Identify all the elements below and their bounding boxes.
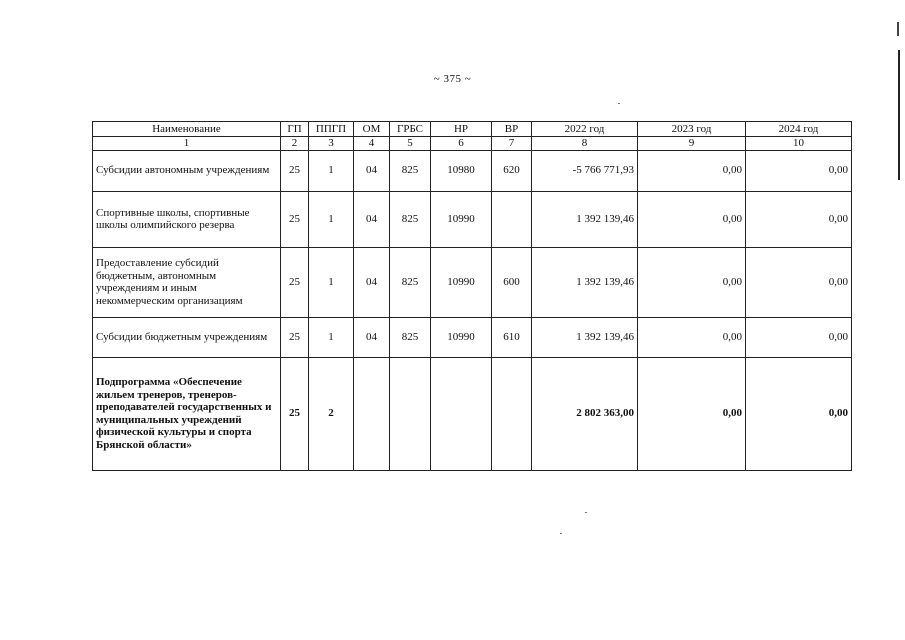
table-header-row <box>93 122 852 137</box>
column-number: 9 <box>638 137 746 151</box>
column-number: 4 <box>354 137 390 151</box>
cell-nr: 10990 <box>431 317 492 357</box>
header-gp: ГП <box>281 122 309 137</box>
scan-speck <box>618 103 620 104</box>
cell-ppgp: 1 <box>309 317 354 357</box>
cell-om: 04 <box>354 150 390 191</box>
cell-gp: 25 <box>281 191 309 247</box>
cell-nr: 10990 <box>431 191 492 247</box>
cell-vr <box>492 357 532 470</box>
table-row-subprogram <box>93 357 852 470</box>
scan-edge-mark <box>898 50 900 180</box>
header-vr: ВР <box>492 122 532 137</box>
table-row <box>93 191 852 247</box>
header-name: Наименование <box>93 122 281 137</box>
row-name: Предоставление субсидий бюджетным, автономным учреждениям и иным некоммерческим организациям <box>93 247 281 317</box>
column-number: 5 <box>390 137 431 151</box>
cell-grbs <box>390 357 431 470</box>
page-number: ~ 375 ~ <box>433 73 472 85</box>
header-2022: 2022 год <box>532 122 638 137</box>
cell-om: 04 <box>354 247 390 317</box>
cell-2024: 0,00 <box>746 357 852 470</box>
cell-nr <box>431 357 492 470</box>
cell-2022: 2 802 363,00 <box>532 357 638 470</box>
cell-om: 04 <box>354 191 390 247</box>
column-number: 2 <box>281 137 309 151</box>
cell-grbs: 825 <box>390 191 431 247</box>
table-row <box>93 317 852 357</box>
row-name: Спортивные школы, спортивные школы олимпийского резерва <box>93 191 281 247</box>
cell-grbs: 825 <box>390 247 431 317</box>
cell-2022: -5 766 771,93 <box>532 150 638 191</box>
cell-2024: 0,00 <box>746 317 852 357</box>
header-grbs: ГРБС <box>390 122 431 137</box>
cell-nr: 10990 <box>431 247 492 317</box>
cell-2023: 0,00 <box>638 357 746 470</box>
cell-2023: 0,00 <box>638 150 746 191</box>
cell-2024: 0,00 <box>746 150 852 191</box>
cell-grbs: 825 <box>390 150 431 191</box>
column-number: 10 <box>746 137 852 151</box>
header-om: ОМ <box>354 122 390 137</box>
cell-ppgp: 1 <box>309 150 354 191</box>
column-number: 3 <box>309 137 354 151</box>
scan-speck <box>560 533 562 534</box>
cell-2022: 1 392 139,46 <box>532 247 638 317</box>
cell-2024: 0,00 <box>746 247 852 317</box>
cell-2023: 0,00 <box>638 191 746 247</box>
cell-vr <box>492 191 532 247</box>
cell-gp: 25 <box>281 150 309 191</box>
cell-2022: 1 392 139,46 <box>532 317 638 357</box>
header-nr: НР <box>431 122 492 137</box>
cell-gp: 25 <box>281 357 309 470</box>
row-name: Субсидии бюджетным учреждениям <box>93 317 281 357</box>
header-2024: 2024 год <box>746 122 852 137</box>
budget-table <box>92 121 852 471</box>
header-ppgp: ППГП <box>309 122 354 137</box>
cell-gp: 25 <box>281 247 309 317</box>
cell-vr: 610 <box>492 317 532 357</box>
column-number: 1 <box>93 137 281 151</box>
cell-ppgp: 1 <box>309 191 354 247</box>
cell-2024: 0,00 <box>746 191 852 247</box>
cell-om <box>354 357 390 470</box>
cell-ppgp: 2 <box>309 357 354 470</box>
cell-vr: 620 <box>492 150 532 191</box>
table-row <box>93 150 852 191</box>
scan-speck <box>585 512 587 513</box>
cell-2022: 1 392 139,46 <box>532 191 638 247</box>
header-2023: 2023 год <box>638 122 746 137</box>
cell-grbs: 825 <box>390 317 431 357</box>
column-number-row <box>93 137 852 151</box>
cell-2023: 0,00 <box>638 317 746 357</box>
table-row <box>93 247 852 317</box>
cell-vr: 600 <box>492 247 532 317</box>
row-name: Субсидии автономным учреждениям <box>93 150 281 191</box>
column-number: 7 <box>492 137 532 151</box>
row-name: Подпрограмма «Обеспечение жильем тренеров, тренеров-преподавателей государственных и муниципальных учреждений физической культуры и спорта Брянской области» <box>93 357 281 470</box>
cell-om: 04 <box>354 317 390 357</box>
cell-ppgp: 1 <box>309 247 354 317</box>
scan-edge-mark-top <box>897 22 899 36</box>
column-number: 6 <box>431 137 492 151</box>
cell-nr: 10980 <box>431 150 492 191</box>
cell-2023: 0,00 <box>638 247 746 317</box>
cell-gp: 25 <box>281 317 309 357</box>
column-number: 8 <box>532 137 638 151</box>
